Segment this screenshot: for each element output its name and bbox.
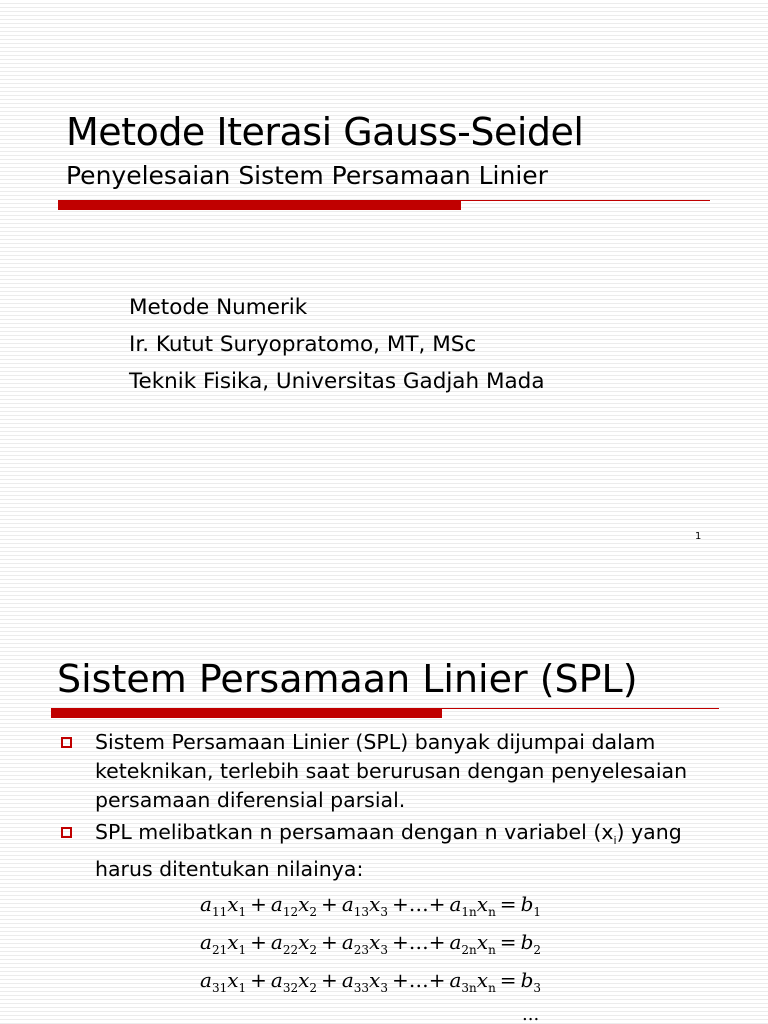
content-slide: [0, 600, 768, 1024]
author-name: Ir. Kutut Suryopratomo, MT, MSc: [129, 332, 477, 357]
bullet-item: [61, 818, 711, 884]
institution: Teknik Fisika, Universitas Gadjah Mada: [129, 369, 545, 394]
title-underline-thick: [51, 709, 442, 718]
page-number: 1: [695, 531, 702, 542]
square-bullet-icon: [61, 737, 72, 748]
slide-subtitle: Penyelesaian Sistem Persamaan Linier: [66, 161, 548, 190]
equation-row-3: $a_{31}x_1 + a_{32}x_2 + a_{33}x_3$ +…+ $a_{3n}x_n = b_3$: [200, 968, 542, 995]
bullet-text: SPL melibatkan n persamaan dengan n variabel $(x_i)$ yang harus ditentukan nilainya:: [95, 820, 682, 882]
equation-row-1: $a_{11}x_1 + a_{12}x_2 + a_{13}x_3$ +…+ $a_{1n}x_n = b_1$: [200, 892, 542, 919]
equation-ellipsis: ...: [522, 1004, 540, 1024]
bullet-text: Sistem Persamaan Linier (SPL) banyak dijumpai dalam keteknikan, terlebih saat berurusan dengan penyelesaian persamaan diferensial parsial.: [95, 730, 688, 812]
title-underline-thick: [58, 201, 461, 210]
equation-row-2: $a_{21}x_1 + a_{22}x_2 + a_{23}x_3$ +…+ $a_{2n}x_n = b_2$: [200, 930, 542, 957]
square-bullet-icon: [61, 827, 72, 838]
course-name: Metode Numerik: [129, 295, 308, 320]
slide-title: Metode Iterasi Gauss-Seidel: [66, 110, 584, 154]
bullet-item: [61, 728, 711, 815]
slide-title: Sistem Persamaan Linier (SPL): [57, 657, 638, 701]
